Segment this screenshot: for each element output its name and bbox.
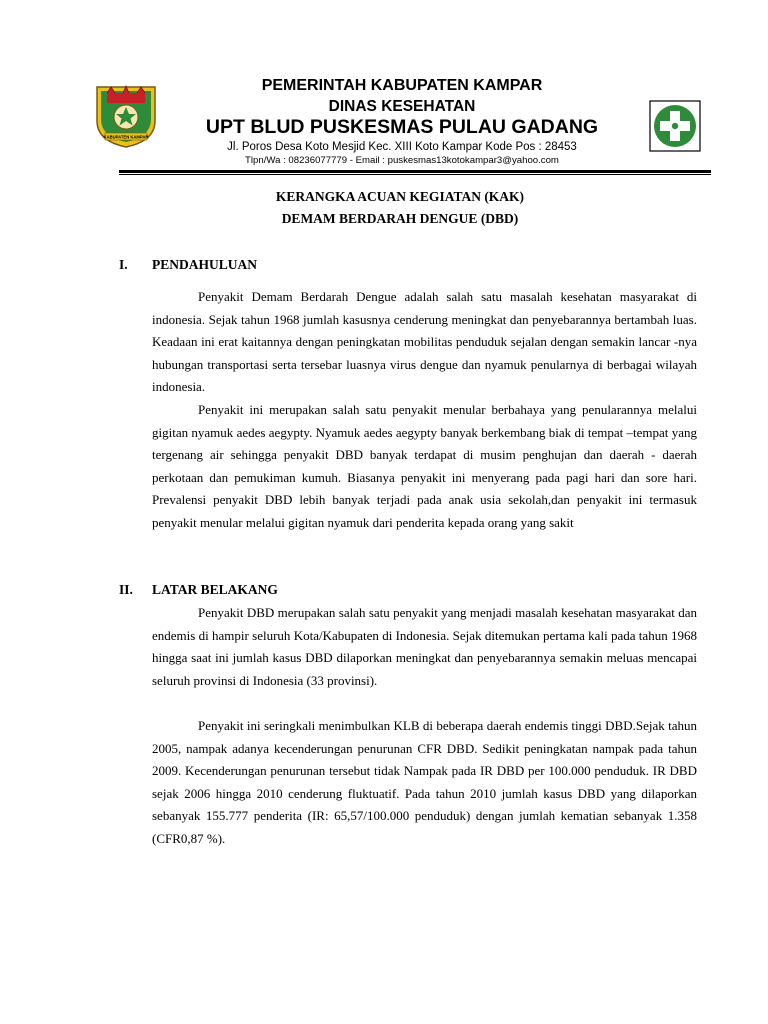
letterhead-government: PEMERINTAH KABUPATEN KAMPAR	[261, 77, 543, 94]
document-title: KERANGKA ACUAN KEGIATAN (KAK)	[275, 189, 525, 204]
paragraph: Penyakit ini merupakan salah satu penyakit menular berbahaya yang penularannya melalui gigitan nyamuk aedes aegypty. Nyamuk aedes aegypty banyak berkembang biak di tempat –tempat yang tergenang air sehingga penyakit DBD banyak terdapat di musim penghujan dan daerah - daerah perkotaan dan pemukiman kumuh. Biasanya penyakit ini menyerang pada pagi hari dan sore hari. Prevalensi penyakit DBD lebih banyak terjadi pada anak usia sekolah,dan penyakit ini termasuk penyakit menular melalui gigitan nyamuk dari penderita kepada orang yang sakit	[152, 402, 697, 530]
section-number: II.	[119, 582, 133, 597]
paragraph: Penyakit Demam Berdarah Dengue adalah salah satu masalah kesehatan masyarakat di indonesia. Sejak tahun 1968 jumlah kasusnya cenderung meningkat dan penyebarannya bertambah luas. Keadaan ini erat kaitannya dengan peningkatan mobilitas penduduk sejalan dengan semakin lancar -nya hubungan transportasi serta tersebar luasnya virus dengue dan nyamuk penularnya di berbagai wilayah indonesia.	[152, 289, 697, 395]
letterhead-department: DINAS KESEHATAN	[328, 98, 476, 115]
document-subtitle: DEMAM BERDARAH DENGUE (DBD)	[281, 211, 519, 226]
section-heading: LATAR BELAKANG	[152, 582, 278, 597]
section-number: I.	[119, 257, 128, 272]
letterhead-rule-thin	[119, 174, 711, 175]
letterhead-contact: Tlpn/Wa : 08236077779 - Email : puskesmas13kotokampar3@yahoo.com	[245, 155, 559, 166]
paragraph: Penyakit ini seringkali menimbulkan KLB di beberapa daerah endemis tinggi DBD.Sejak tahun 2005, nampak adanya kecenderungan penurunan CFR DBD. Sedikit peningkatan nampak pada tahun 2009. Kecenderungan penurunan tersebut tidak Nampak pada IR DBD per 100.000 penduduk. IR DBD sejak 2006 hingga 2010 cenderung fluktuatif. Pada tahun 2010 jumlah kasus DBD yang dilaporkan sebanyak 155.777 penderita (IR: 65,57/100.000 penduduk) dengan jumlah kematian sebanyak 1.358 (CFR0,87 %).	[152, 718, 697, 846]
emblem-caption: KABUPATEN KAMPAR	[103, 134, 149, 140]
puskesmas-cross-icon	[649, 100, 701, 152]
letterhead-institution: UPT BLUD PUSKESMAS PULAU GADANG	[205, 116, 599, 138]
paragraph: Penyakit DBD merupakan salah satu penyakit yang menjadi masalah kesehatan masyarakat dan endemis di hampir seluruh Kota/Kabupaten di Indonesia. Sejak ditemukan pertama kali pada tahun 1968 hingga saat ini jumlah kasus DBD dilaporkan meningkat dan penyebarannya semakin meluas mencapai seluruh provinsi di Indonesia (33 provinsi).	[152, 605, 697, 688]
letterhead-rule-thick	[119, 170, 711, 173]
letterhead-address: Jl. Poros Desa Koto Mesjid Kec. XIII Koto Kampar Kode Pos : 28453	[227, 141, 577, 153]
kabupaten-kampar-emblem-icon	[93, 83, 159, 149]
section-heading: PENDAHULUAN	[152, 257, 258, 272]
